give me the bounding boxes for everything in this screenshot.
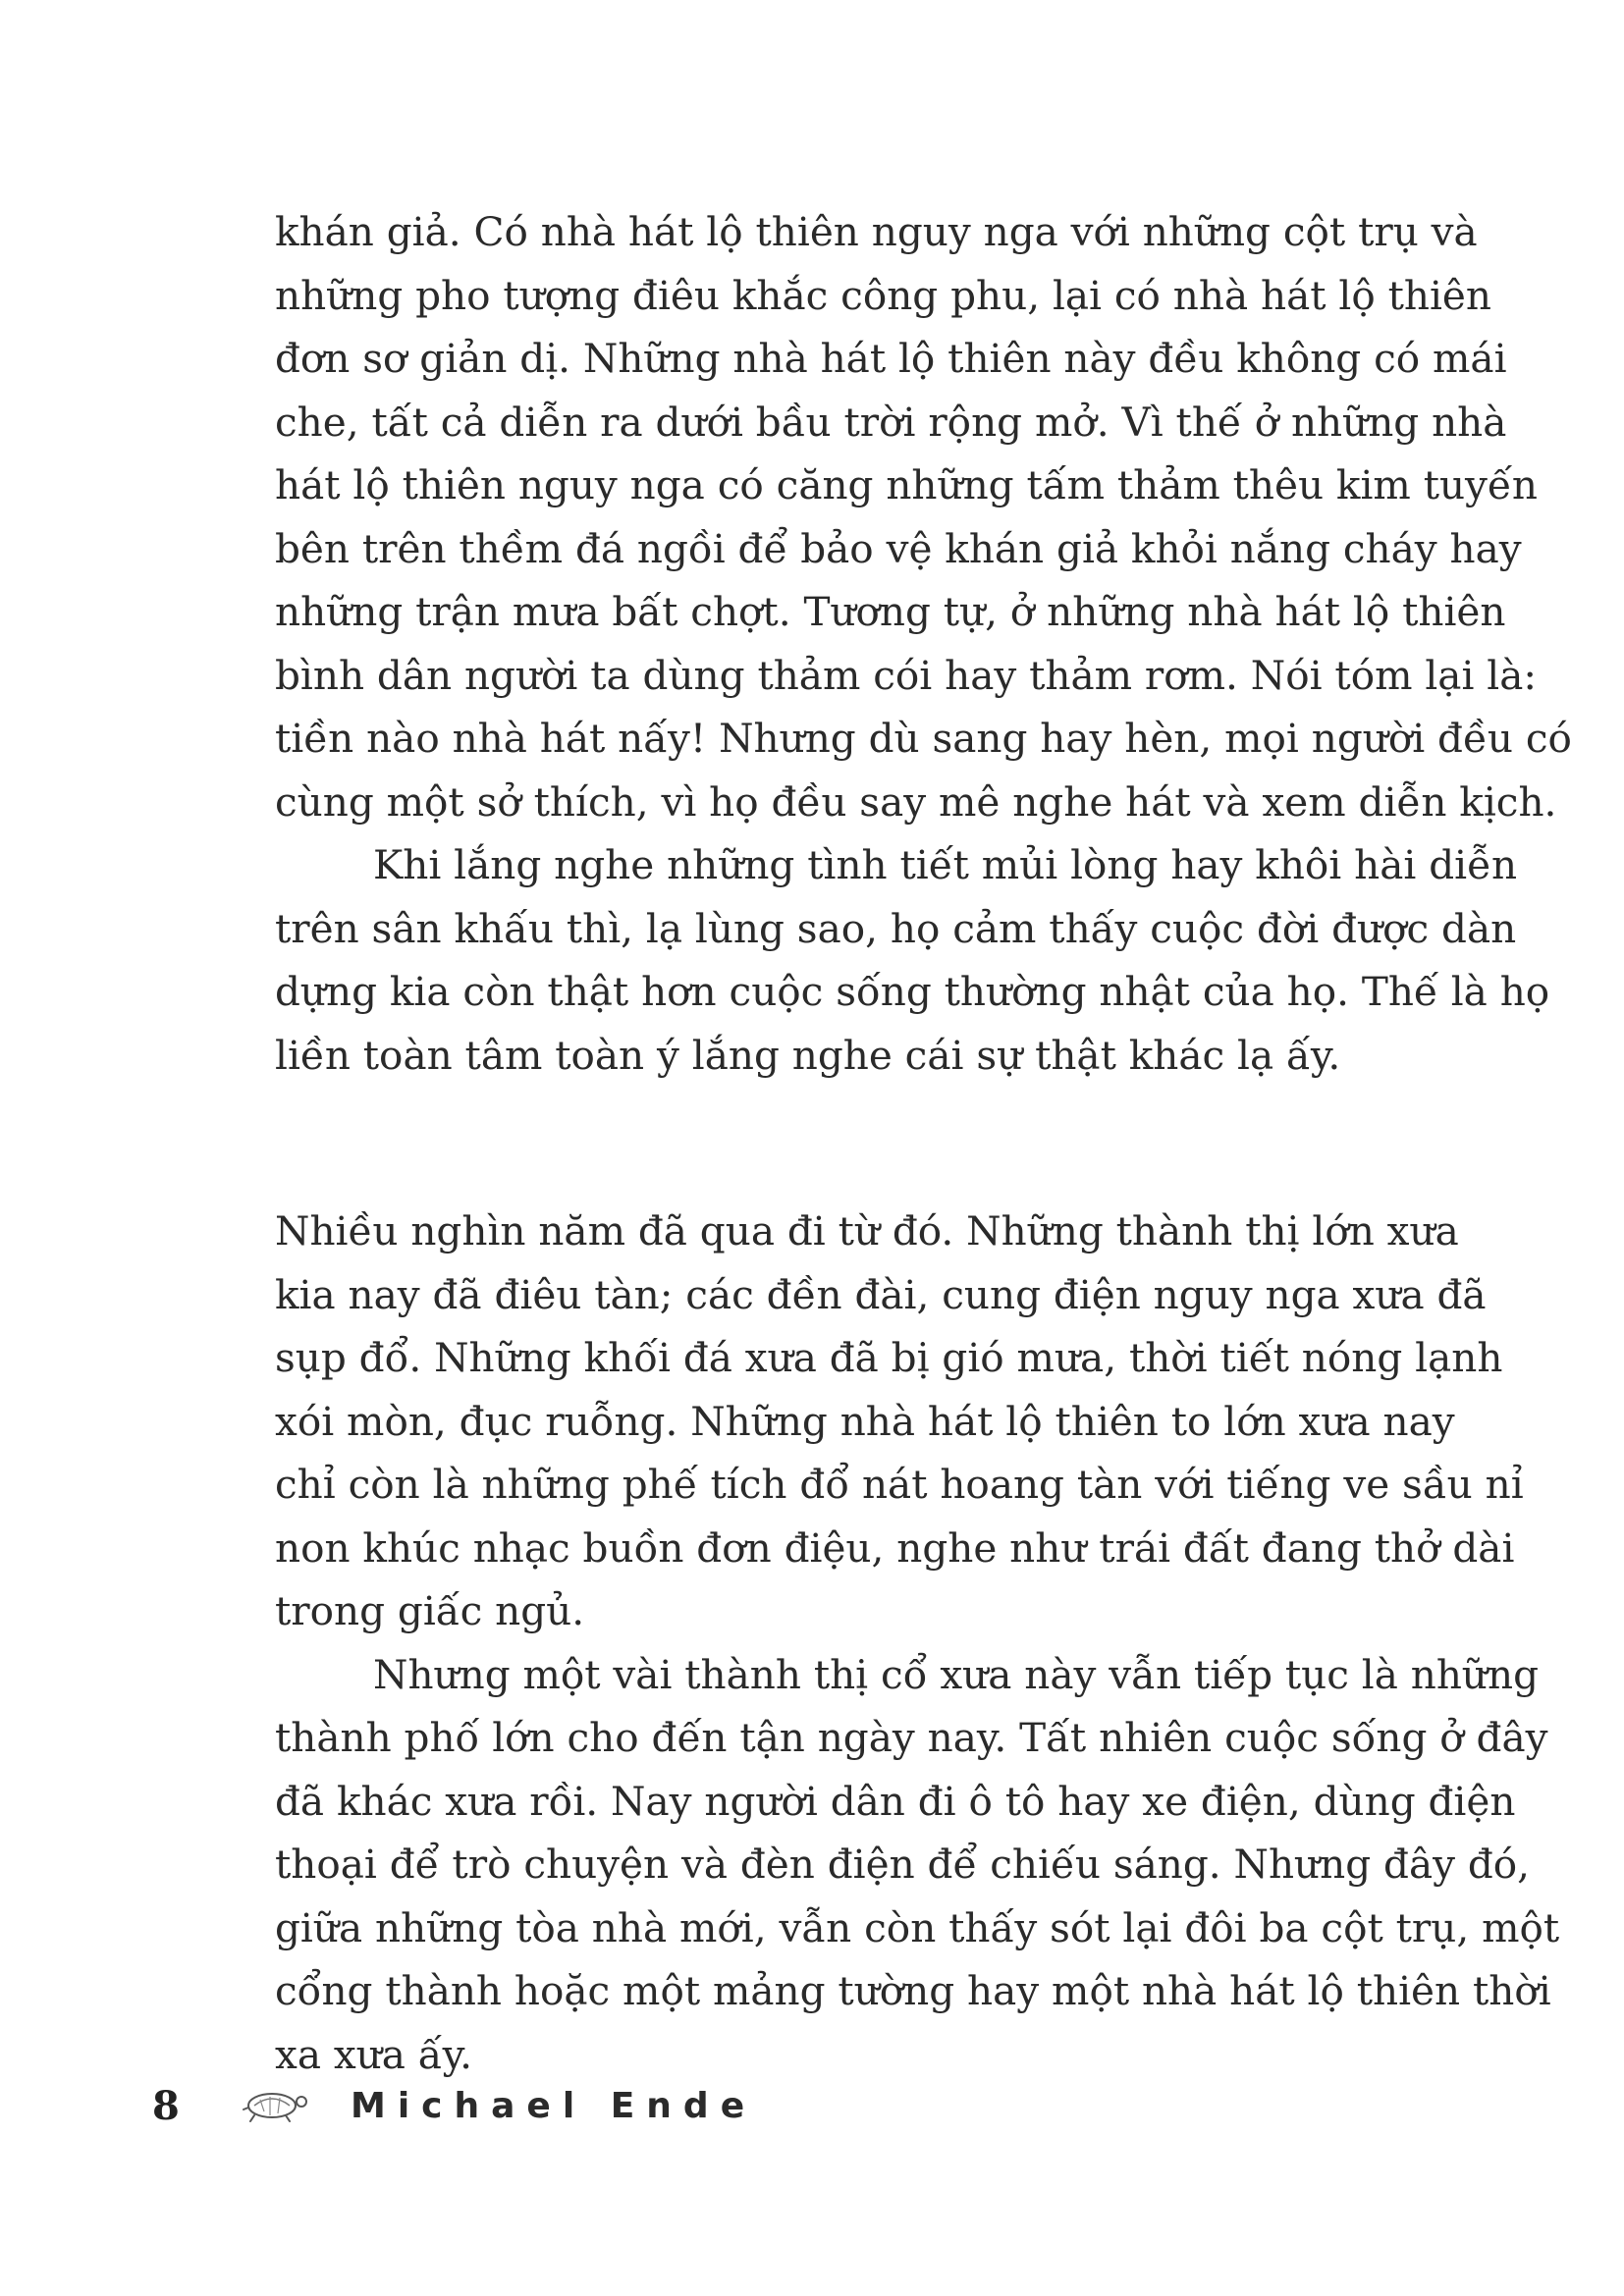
text-line: hát lộ thiên nguy nga có căng những tấm thảm thêu kim tuyến <box>275 461 1538 508</box>
turtle-icon <box>241 2086 311 2125</box>
text-line: thành phố lớn cho đến tận ngày nay. Tất nhiên cuộc sống ở đây <box>275 1714 1548 1761</box>
text-line: những trận mưa bất chợt. Tương tự, ở những nhà hát lộ thiên <box>275 588 1506 635</box>
paragraph <box>275 1643 1560 2087</box>
text-line: giữa những tòa nhà mới, vẫn còn thấy sót lại đôi ba cột trụ, một <box>275 1903 1560 1951</box>
text-line: cùng một sở thích, vì họ đều say mê nghe hát và xem diễn kịch. <box>275 777 1557 826</box>
text-line: cổng thành hoặc một mảng tường hay một nhà hát lộ thiên thời <box>275 1967 1551 2014</box>
text-line: xói mòn, đục ruỗng. Những nhà hát lộ thiên to lớn xưa nay <box>275 1397 1455 1445</box>
author-name: Michael Ende <box>351 2085 757 2126</box>
text-line: chỉ còn là những phế tích đổ nát hoang tàn với tiếng ve sầu nỉ <box>275 1461 1524 1508</box>
text-line: Nhưng một vài thành thị cổ xưa này vẫn tiếp tục là những <box>373 1650 1540 1698</box>
text-line: khán giả. Có nhà hát lộ thiên nguy nga với những cột trụ và <box>275 208 1478 255</box>
paragraph <box>275 1200 1524 1643</box>
page-number: 8 <box>152 2082 180 2129</box>
paragraph <box>275 833 1550 1087</box>
text-line: bên trên thềm đá ngồi để bảo vệ khán giả khỏi nắng cháy hay <box>275 524 1522 572</box>
text-line: che, tất cả diễn ra dưới bầu trời rộng mở. Vì thế ở những nhà <box>275 398 1507 446</box>
text-line: sụp đổ. Những khối đá xưa đã bị gió mưa, thời tiết nóng lạnh <box>275 1334 1503 1381</box>
text-line: thoại để trò chuyện và đèn điện để chiếu sáng. Nhưng đây đó, <box>275 1841 1531 1888</box>
text-line: kia nay đã điêu tàn; các đền đài, cung điện nguy nga xưa đã <box>275 1270 1487 1318</box>
paragraph <box>275 200 1572 833</box>
text-line: xa xưa ấy. <box>275 2030 472 2078</box>
text-line: liền toàn tâm toàn ý lắng nghe cái sự thật khác lạ ấy. <box>275 1031 1341 1079</box>
text-line: dựng kia còn thật hơn cuộc sống thường nhật của họ. Thế là họ <box>275 968 1550 1015</box>
text-section-2 <box>275 1200 1560 2086</box>
text-line: những pho tượng điêu khắc công phu, lại có nhà hát lộ thiên <box>275 271 1491 319</box>
text-line: Khi lắng nghe những tình tiết mủi lòng hay khôi hài diễn <box>373 841 1518 888</box>
text-section-1 <box>275 200 1572 1087</box>
text-line: Nhiều nghìn năm đã qua đi từ đó. Những thành thị lớn xưa <box>275 1207 1459 1255</box>
text-line: trong giấc ngủ. <box>275 1587 585 1634</box>
text-line: trên sân khấu thì, lạ lùng sao, họ cảm thấy cuộc đời được dàn <box>275 904 1517 952</box>
text-line: đã khác xưa rồi. Nay người dân đi ô tô hay xe điện, dùng điện <box>275 1777 1516 1825</box>
page-footer <box>152 2071 756 2140</box>
text-line: bình dân người ta dùng thảm cói hay thảm rơm. Nói tóm lại là: <box>275 651 1538 699</box>
text-line: non khúc nhạc buồn đơn điệu, nghe như trái đất đang thở dài <box>275 1523 1515 1572</box>
text-line: đơn sơ giản dị. Những nhà hát lộ thiên này đều không có mái <box>275 335 1507 382</box>
text-line: tiền nào nhà hát nấy! Nhưng dù sang hay hèn, mọi người đều có <box>275 715 1572 762</box>
